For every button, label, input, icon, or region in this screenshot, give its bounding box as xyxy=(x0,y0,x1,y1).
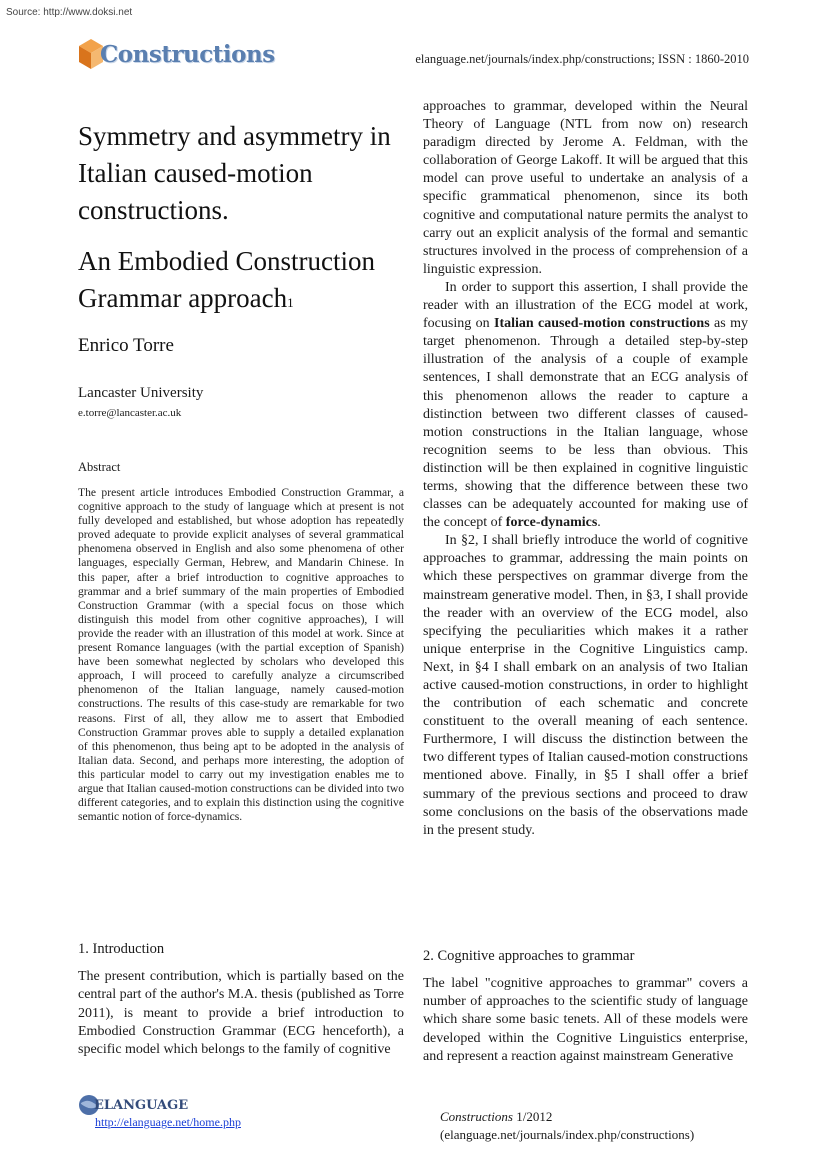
elanguage-home-link[interactable]: http://elanguage.net/home.php xyxy=(95,1115,241,1129)
logo-wordmark: Constructions xyxy=(100,40,275,68)
constructions-logo xyxy=(78,36,275,72)
header-journal-url: elanguage.net/journals/index.php/constructions; ISSN : 1860-2010 xyxy=(415,52,749,66)
text-run: . xyxy=(597,515,601,531)
author-email: e.torre@lancaster.ac.uk xyxy=(78,407,182,419)
section-heading-introduction: 1. Introduction xyxy=(78,941,165,957)
article-subtitle xyxy=(78,243,408,317)
abstract-heading: Abstract xyxy=(78,460,121,474)
paragraph: approaches to grammar, developed within the Neural Theory of Language (NTL from now on) research paradigm directed by Jerome A. Feldman, with the collaboration of George Lakoff. It will be argued that this model can prove useful to undertake an analysis of a specific grammatical phenomenon, since its both cognitive and computational nature permits the analyst to carry out an explicit analysis of the formal and semantic structures involved in the process of comprehension of a linguistic expression. xyxy=(423,99,748,277)
article-title: Symmetry and asymmetry in Italian caused-motion constructions. xyxy=(78,121,391,225)
footer-journal-url: (elanguage.net/journals/index.php/constructions) xyxy=(440,1127,695,1142)
abstract-text: The present article introduces Embodied Construction Grammar, a cognitive approach to the study of language which at present is not fully developed and established, but whose adoption has repeatedly proved adequate to provide explicit analyses of several grammatical phenomena observed in English and also some phenomena of other languages, especially German, Hebrew, and Mandarin Chinese. In this paper, after a brief introduction to cognitive approaches to grammar and a brief summary of the main properties of Embodied Construction Grammar (with a special focus on those which distinguish this model from other cognitive approaches), I will provide the reader with an illustration of this model at work. Since at present Romance languages (with the partial exception of Spanish) have been somewhat neglected by scholars who developed this approach, I will proceed to carefully analyze a circumscribed phenomenon of the Italian language, namely caused-motion constructions. The results of this case-study are remarkable for two reasons. First of all, they allow me to assert that Embodied Construction Grammar proves able to supply a detailed explanation of this phenomenon, thus being apt to be adopted in the analysis of Italian data. Second, and perhaps more interesting, the adoption of this particular model to carry out my investigation enables me to argue that Italian caused-motion constructions can be divided into two different categories, and to explain this distinction using the cognitive semantic notion of force-dynamics. xyxy=(78,486,404,824)
source-label: Source: http://www.doksi.net xyxy=(6,7,133,18)
text-run: In order to support this assertion, I shall provide the reader with an illustration of the ECG model at work, focusing on xyxy=(423,279,748,332)
right-column-text xyxy=(423,98,748,840)
journal-name: Constructions xyxy=(440,1109,513,1124)
introduction-text: The present contribution, which is partially based on the central part of the author's M.A. thesis (published as Torre 2011), is meant to provide a brief introduction to Embodied Construction Grammar (ECG henceforth), a specific model which belongs to the family of cognitive xyxy=(78,969,404,1058)
text-run: as my target phenomenon. Through a detailed step-by-step illustration of the analysis of a couple of example sentences, I shall demonstrate that an ECG analysis of this phenomenon allows the reader to capture a distinction between two different classes of caused-motion constructions in the Italian language, whose recognition seems to be less than obvious. This distinction will be then explained in cognitive linguistic terms, showing that the difference between these two classes can be adequately accounted for making use of the concept of xyxy=(423,316,748,531)
footnote-mark[interactable]: 1 xyxy=(287,295,294,310)
term-force-dynamics: force-dynamics xyxy=(505,515,598,531)
paragraph xyxy=(423,279,748,532)
footer-journal-issue xyxy=(440,1109,552,1125)
paragraph: In §2, I shall briefly introduce the world of cognitive approaches to grammar, addressing the main points on which these perspectives on grammar diverge from the mainstream generative model. Then, in §3, I shall provide the reader with an overview of the ECG model, also specifying the peculiarities which makes it a rather unique enterprise in the Cognitive Linguistics camp. Next, in §4 I shall embark on an analysis of two Italian active caused-motion constructions, in order to highlight the contribution of each schematic and concrete constituent to the overall meaning of each sentence. Furthermore, I will discuss the distinction between the two different types of Italian caused-motion constructions mentioned above. Finally, in §5 I shall offer a brief summary of the previous sections and proceed to draw some conclusions on the basis of the observations made in the present study. xyxy=(423,533,748,838)
term-italian-caused-motion: Italian caused-motion constructions xyxy=(494,316,710,332)
author-name: Enrico Torre xyxy=(78,335,174,356)
cognitive-approaches-text: The label "cognitive approaches to grammar" covers a number of approaches to the scientific study of language which share some basic tenets. All of these models were developed within the Cognitive Linguistics enterprise, and represent a reaction against mainstream Generative xyxy=(423,976,748,1064)
elanguage-logo xyxy=(78,1094,188,1116)
journal-issue: 1/2012 xyxy=(512,1109,553,1124)
author-affiliation: Lancaster University xyxy=(78,385,204,401)
article-subtitle-text: An Embodied Construction Grammar approach xyxy=(78,246,375,313)
section-heading-cognitive-approaches: 2. Cognitive approaches to grammar xyxy=(423,948,635,964)
elanguage-wordmark: ELANGUAGE xyxy=(94,1097,189,1113)
